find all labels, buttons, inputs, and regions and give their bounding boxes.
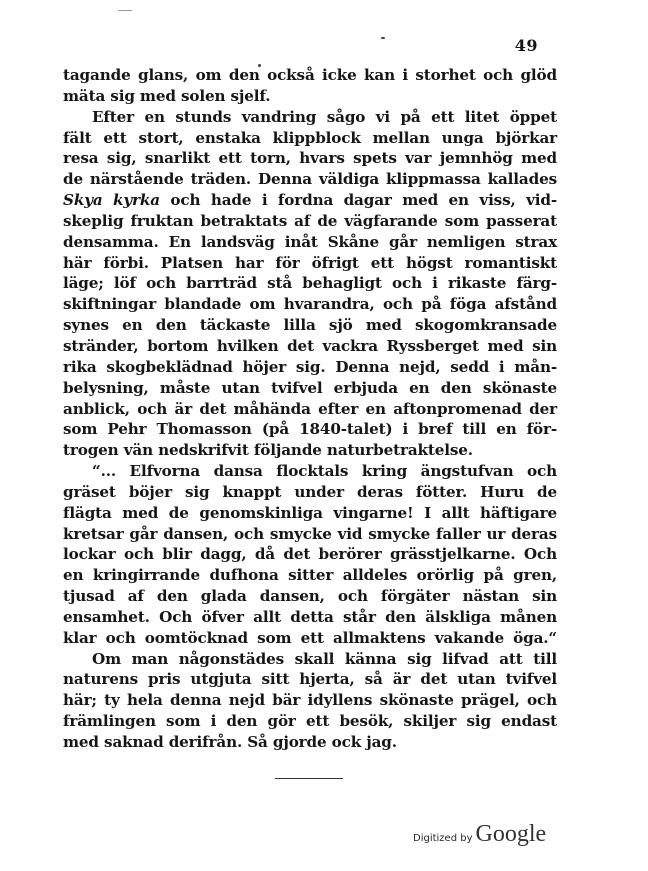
place-name-italic: Skya kyrka	[63, 191, 160, 210]
text-line: flägta med de genomskinliga vingarne! I allt häftigare	[63, 503, 557, 522]
text-line: med saknad derifrån. Så gjorde ock jag.	[63, 733, 397, 751]
text-line: tjusad af den glada dansen, och förgäter nästan sin	[63, 587, 557, 606]
text-line: resa sig, snarlikt ett torn, hvars spets var jemnhög med	[63, 149, 557, 168]
text-line: mäta sig med solen sjelf.	[63, 86, 271, 105]
text-line: “... Elfvorna dansa flocktals kring ängstufvan och	[92, 462, 557, 481]
text-line: anblick, och är det måhända efter en aftonpromenad der	[63, 399, 557, 418]
text-line: kretsar går dansen, och smycke vid smycke faller ur deras	[63, 524, 557, 543]
text-line: gräset böjer sig knappt under deras fötter. Huru de	[63, 482, 557, 501]
text-line: Om man någonstädes skall känna sig lifvad att till	[92, 649, 557, 668]
page-number: 49	[514, 36, 538, 55]
text-line: fält ett stort, enstaka klippblock mellan unga björkar	[63, 128, 557, 147]
text-line: stränder, bortom hvilken det vackra Ryssberget med sin	[63, 336, 557, 355]
text-line: naturens pris utgjuta sitt hjerta, så är det utan tvifvel	[63, 670, 557, 689]
text-line: skiftningar blandade om hvarandra, och på föga afstånd	[63, 295, 557, 314]
text-line: de närstående träden. Denna väldiga klippmassa kallades	[63, 170, 557, 189]
digitized-by-watermark	[413, 821, 546, 851]
text-line: trogen vän nedskrifvit följande naturbetraktelse.	[63, 441, 473, 460]
text-line	[63, 190, 557, 211]
text-line: lockar och blir dagg, då det berörer grässtjelkarne. Och	[63, 545, 557, 564]
digitized-label: Digitized by	[413, 833, 473, 844]
text-line: belysning, måste utan tvifvel erbjuda en den skönaste	[63, 378, 557, 397]
text-line: ensamhet. Och öfver allt detta står den älskliga månen	[63, 607, 557, 626]
text-line: skeplig fruktan betraktats af de vägfarande som passerat	[63, 211, 557, 230]
text-line-rest: och hade i fordna dagar med en viss, vid-	[159, 191, 557, 210]
text-line: klar och oomtöcknad som ett allmaktens vakande öga.“	[63, 628, 557, 647]
text-line: densamma. En landsväg inåt Skåne går nemligen strax	[63, 232, 557, 251]
top-margin-mark	[118, 10, 132, 11]
text-line: rika skogbeklädnad höjer sig. Denna nejd, sedd i mån-	[63, 357, 557, 376]
text-line: här; ty hela denna nejd bär idyllens skönaste prägel, och	[63, 691, 557, 710]
text-line: synes en den täckaste lilla sjö med skogomkransade	[63, 316, 557, 335]
text-line: främlingen som i den gör ett besök, skiljer sig endast	[63, 712, 557, 731]
google-logo: Google	[475, 821, 547, 847]
print-speck-mark	[381, 37, 385, 39]
text-line: här förbi. Platsen har för öfrigt ett högst romantiskt	[63, 253, 557, 272]
body-text	[63, 65, 557, 753]
text-line: läge; löf och barrträd stå behagligt och i rikaste färg-	[63, 274, 557, 293]
text-line: tagande glans, om den också icke kan i storhet och glöd	[63, 66, 557, 84]
text-line: som Pehr Thomasson (på 1840-talet) i bref till en för-	[63, 420, 557, 439]
text-line: Efter en stunds vandring sågo vi på ett litet öppet	[92, 107, 557, 126]
text-line: en kringirrande dufhona sitter alldeles orörlig på gren,	[63, 566, 557, 585]
section-divider	[275, 778, 343, 779]
